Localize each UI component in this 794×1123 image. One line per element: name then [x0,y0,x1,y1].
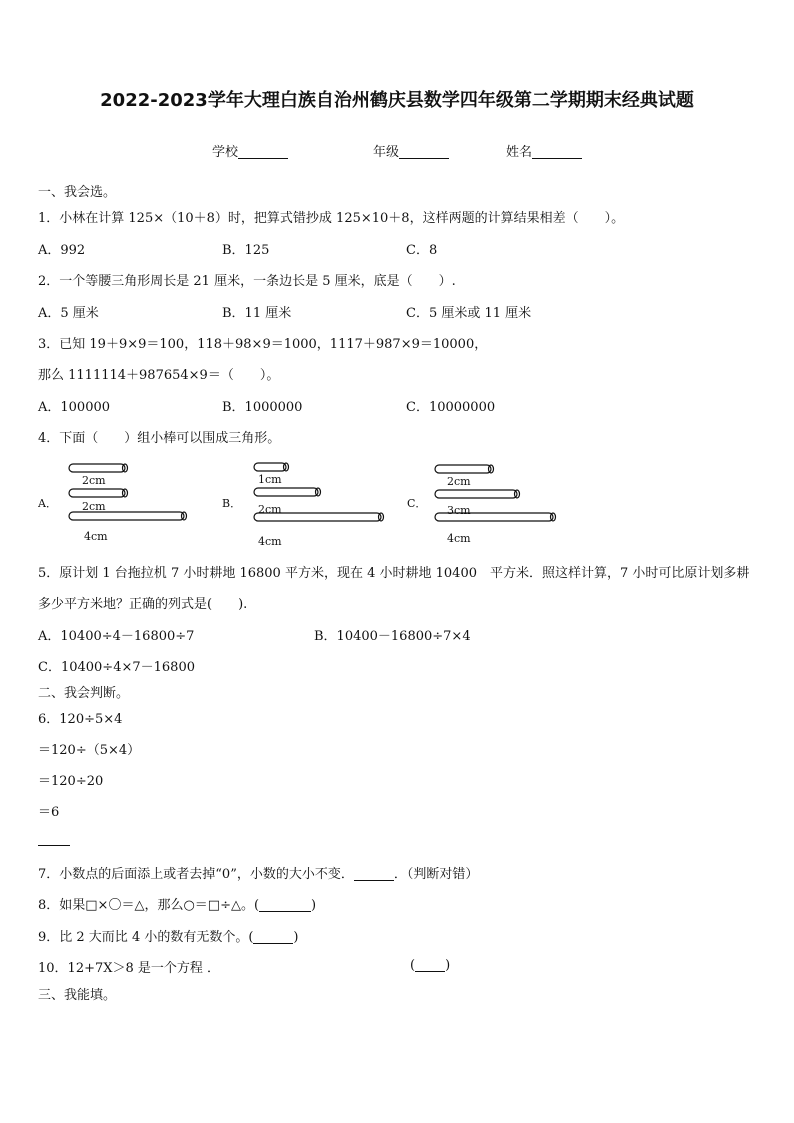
q5-option-c: C．10400÷4×7－16800 [38,660,195,675]
stick-b2-label: 2cm [258,503,282,516]
q4-option-c: C． [407,497,427,510]
question-3-line2: 那么 1111114＋987654×9＝（ ）。 [38,368,280,383]
name-blank [532,144,582,159]
question-6-answer-blank [38,845,70,846]
stick-a1 [69,464,125,472]
q1-option-b: B．125 [222,243,270,258]
question-9 [38,926,299,945]
name-field [506,141,582,160]
question-2: 2．一个等腰三角形周长是 21 厘米，一条边长是 5 厘米，底是（ ）. [38,274,456,289]
school-label: 学校 [212,145,239,160]
q1-option-a: A．992 [38,243,86,258]
question-9-blank [253,929,293,944]
question-10-blank [415,957,445,972]
stick-b3-label: 4cm [258,535,282,548]
stick-a1-label: 2cm [82,474,106,487]
question-10-answer [410,957,450,973]
q2-option-a: A．5 厘米 [38,306,99,321]
q4-option-a: A． [38,497,57,510]
q4-stick-diagrams [38,458,598,558]
stick-a2-label: 2cm [82,500,106,513]
question-5-line1: 5．原计划 1 台拖拉机 7 小时耕地 16800 平方米，现在 4 小时耕地 10400 平方米．照这样计算，7 小时可比原计划多耕 [38,566,750,581]
question-7 [38,863,478,882]
question-4: 4．下面（ ）组小棒可以围成三角形。 [38,431,281,446]
question-10-close: ) [445,958,451,973]
q3-option-c: C．10000000 [406,400,496,415]
grade-label: 年级 [373,145,400,160]
school-field [212,141,288,160]
question-7-text: 7．小数点的后面添上或者去掉“0”，小数的大小不变． [38,867,354,882]
stick-c3-label: 4cm [447,532,471,545]
question-8 [38,894,316,913]
q5-option-a: A．10400÷4－16800÷7 [38,629,195,644]
stick-b2 [254,488,318,496]
question-5-line2: 多少平方米地？正确的列式是( ). [38,597,248,612]
q3-option-b: B．1000000 [222,400,303,415]
q2-option-b: B．11 厘米 [222,306,292,321]
q1-option-c: C．8 [406,243,438,258]
q5-option-b: B．10400－16800÷7×4 [314,629,471,644]
question-9-suffix: ) [293,930,299,945]
question-10-open: ( [410,958,416,973]
name-label: 姓名 [506,145,533,160]
stick-c2-label: 3cm [447,504,471,517]
stick-a2 [69,489,125,497]
section-heading-judge: 二、我会判断。 [38,686,130,701]
question-7-blank [354,866,394,881]
section-heading-fill: 三、我能填。 [38,988,117,1003]
page-title: 2022-2023学年大理白族自治州鹤庆县数学四年级第二学期期末经典试题 [100,90,694,111]
stick-c1 [435,465,491,473]
question-10: 10．12+7X＞8 是一个方程 ． [38,961,221,976]
question-7-suffix: ．（判断对错） [393,867,479,882]
q3-option-a: A．100000 [38,400,111,415]
stick-b1-label: 1cm [258,473,282,486]
q4-option-b: B． [222,497,242,510]
stick-a3 [69,512,184,520]
question-6-line4: ＝6 [38,805,60,820]
school-blank [238,144,288,159]
section-heading-choice: 一、我会选。 [38,185,117,200]
question-6-line3: ＝120÷20 [38,774,104,789]
question-9-text: 9．比 2 大而比 4 小的数有无数个。( [38,930,254,945]
question-8-text: 8．如果□×〇＝△，那么○＝□÷△。( [38,898,260,913]
stick-c1-label: 2cm [447,475,471,488]
grade-field [373,141,449,160]
grade-blank [399,144,449,159]
question-8-blank [259,897,311,912]
question-6-line1: 6．120÷5×4 [38,712,123,727]
stick-a3-label: 4cm [84,530,108,543]
question-8-suffix: ) [311,898,317,913]
question-6-line2: ＝120÷（5×4） [38,743,141,758]
question-3-line1: 3．已知 19＋9×9＝100，118＋98×9＝1000，1117＋987×9＝10000， [38,337,488,352]
stick-c2 [435,490,517,498]
question-1: 1．小林在计算 125×（10＋8）时，把算式错抄成 125×10＋8，这样两题的计算结果相差（ ）。 [38,211,625,226]
q2-option-c: C．5 厘米或 11 厘米 [406,306,532,321]
stick-b1 [254,463,286,471]
